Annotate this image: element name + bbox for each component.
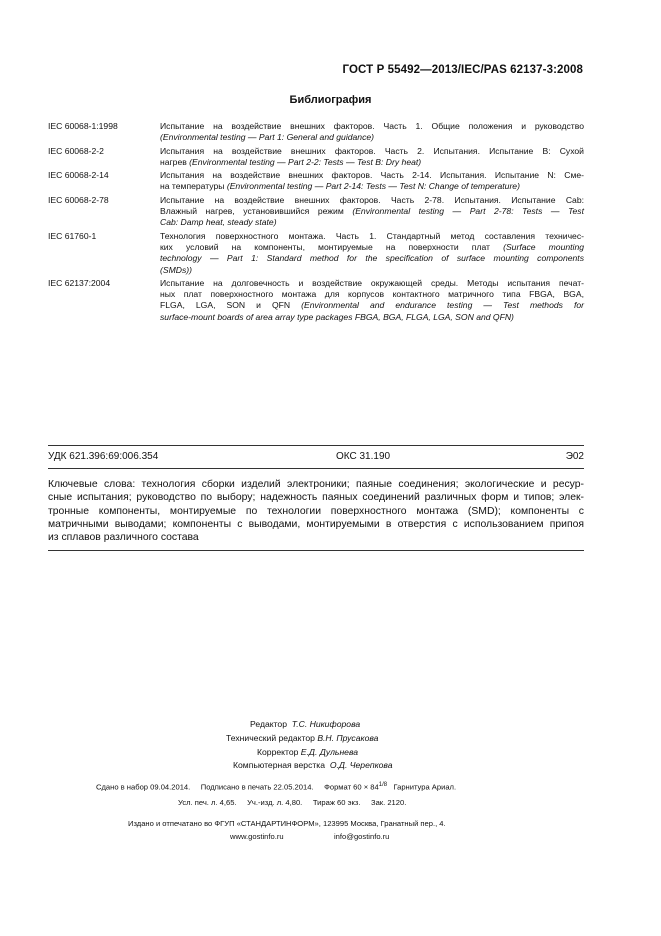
layout-name: О.Д. Черепкова xyxy=(329,760,393,770)
bibliography-line: (SMDs)) xyxy=(160,264,192,275)
bibliography-code: IEC 61760-1 xyxy=(48,230,97,241)
layout-line xyxy=(233,759,393,771)
bibliography-code: IEC 60068-2-78 xyxy=(48,194,109,205)
bibliography-text xyxy=(160,231,584,276)
keywords-line: из сплавов различного состава xyxy=(48,532,199,544)
keywords-line: Ключевые слова: технология сборки изделий электроники; паяные соединения; экологические и ресур- xyxy=(48,479,584,490)
bibliography-code: IEC 60068-2-14 xyxy=(48,170,109,181)
tech-editor-name: В.Н. Прусакова xyxy=(317,733,379,743)
bibliography-text xyxy=(160,121,584,144)
corrector-line xyxy=(257,746,358,758)
corrector-name: Е.Д. Дульнева xyxy=(300,747,359,757)
bibliography-line: FLGA, LGA, SON и QFN (Environmental and endurance testing — Test methods for xyxy=(160,300,584,311)
bibliography-code: IEC 60068-1:1998 xyxy=(48,121,118,131)
standard-header: ГОСТ Р 55492—2013/IEC/PAS 62137-3:2008 xyxy=(342,64,583,76)
editor-name: Т.С. Никифорова xyxy=(291,719,361,729)
imprint-line-1 xyxy=(96,782,456,792)
email-link[interactable]: info@gostinfo.ru xyxy=(334,832,390,841)
bibliography-text xyxy=(160,170,584,193)
bibliography-line: Испытание на воздействие внешних факторов. Часть 1. Общие положения и руководство xyxy=(160,121,584,131)
bibliography-title: Библиография xyxy=(289,94,372,106)
publisher-line: Издано и отпечатано во ФГУП «СТАНДАРТИНФОРМ», 123995 Москва, Гранатный пер., 4. xyxy=(128,819,446,828)
keywords-line: тронные компоненты, монтируемые по технологии поверхностного монтажа (SMD); компоненты с xyxy=(48,505,584,517)
format-fraction: 1/8 xyxy=(378,782,388,788)
layout-label: Компьютерная верстка xyxy=(233,760,326,770)
imprint-typeface: Гарнитура Ариал. xyxy=(387,782,457,792)
keywords-block xyxy=(48,478,584,544)
editor-label: Редактор xyxy=(250,719,287,729)
bibliography-code: IEC 62137:2004 xyxy=(48,277,111,288)
divider-top xyxy=(48,445,584,446)
bibliography-line: Испытания на воздействие внешних факторов. Часть 2. Испытания. Испытание В: Сухой xyxy=(160,145,584,156)
classification-code: Э02 xyxy=(565,451,584,462)
keywords-line: сные испытания; руководство по выбору; надежность паяных соединений различных форм и типов; элек- xyxy=(48,492,584,504)
bibliography-line: Испытание на воздействие внешних факторов. Часть 2-78. Испытания. Испытание Cab: xyxy=(160,194,584,205)
bibliography-line: Cab: Damp heat, steady state) xyxy=(160,217,277,228)
bibliography-line: нагрев (Environmental testing — Part 2-2: Tests — Test B: Dry heat) xyxy=(160,156,422,167)
bibliography-line: Испытания на воздействие внешних факторов. Часть 2-14. Испытания. Испытание N: Сме- xyxy=(160,170,584,181)
bibliography-line: surface-mount boards of area array type packages FBGA, BGA, FLGA, LGA, SON and QFN) xyxy=(160,311,514,322)
bibliography-line: ких условий на компоненты, монтируемые на поверхности плат (Surface mounting xyxy=(160,241,585,252)
bibliography-line: Испытание на долговечность и воздействие окружающей среды. Методы испытания печат- xyxy=(160,277,584,288)
corrector-label: Корректор xyxy=(257,747,299,757)
keywords-line: матричными выводами; компоненты с выводами, монтируемыми в отверстия с использованием припоя xyxy=(48,518,584,530)
bibliography-text xyxy=(160,146,584,169)
website-link[interactable]: www.gostinfo.ru xyxy=(230,832,284,841)
tech-editor-label: Технический редактор xyxy=(226,733,315,743)
bibliography-line: (Environmental testing — Part 1: General and guidance) xyxy=(160,132,375,143)
oks-code: ОКС 31.190 xyxy=(336,451,391,462)
imprint-line-2: Усл. печ. л. 4,65. Уч.-изд. л. 4,80. Тираж 60 экз. Зак. 2120. xyxy=(178,798,407,807)
bibliography-line: Технология поверхностного монтажа. Часть 1. Стандартный метод составления техничес- xyxy=(160,230,584,241)
divider-middle xyxy=(48,468,584,469)
imprint-dates: Сдано в набор 09.04.2014. Подписано в печать 22.05.2014. Формат 60 × 84 xyxy=(96,782,379,792)
udk-code: УДК 621.396:69:006.354 xyxy=(48,451,159,462)
tech-editor-line xyxy=(226,732,378,744)
bibliography-line: на температуры (Environmental testing — Part 2-14: Tests — Test N: Change of temperature) xyxy=(160,181,520,192)
bibliography-line: technology — Part 1: Standard method for the specification of surface mounting components xyxy=(160,253,584,264)
bibliography-text xyxy=(160,278,584,323)
divider-bottom xyxy=(48,550,584,551)
bibliography-text xyxy=(160,195,584,229)
bibliography-code: IEC 60068-2-2 xyxy=(48,145,104,156)
bibliography-line: ных плат поверхностного монтажа для корпусов контактного матричного типа FBGA, BGA, xyxy=(160,289,584,300)
editor-line xyxy=(250,718,360,730)
bibliography-line: Влажный нагрев, установившийся режим (Environmental testing — Part 2-78: Tests — Test xyxy=(160,206,584,217)
